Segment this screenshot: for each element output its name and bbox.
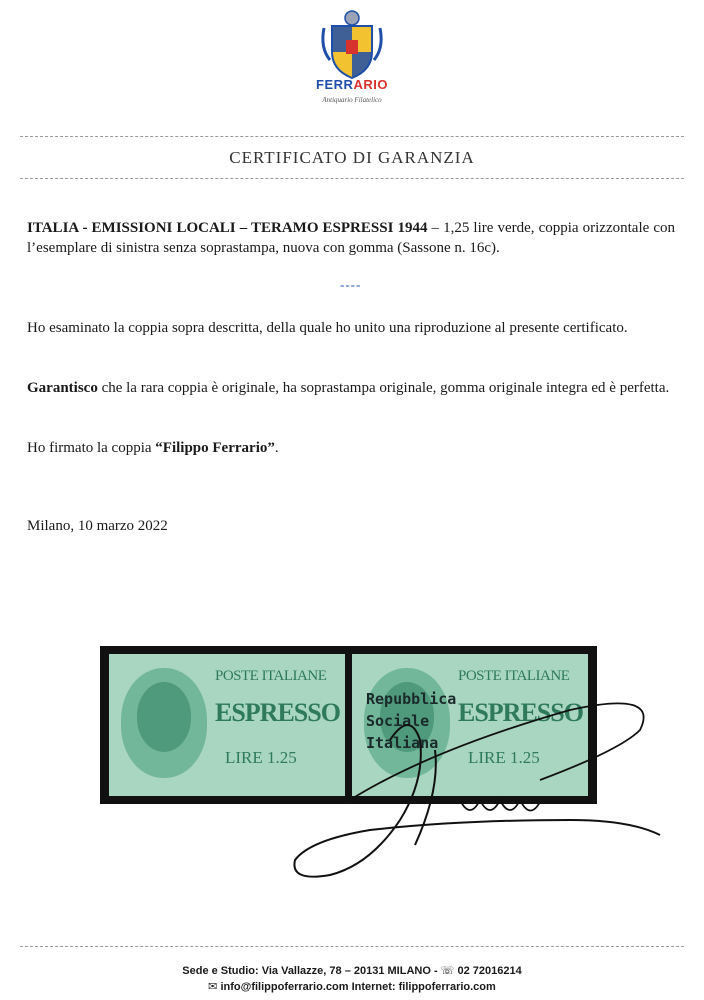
guarantee-lead: Garantisco: [27, 380, 98, 396]
section-separator: ----: [340, 277, 362, 292]
guarantee-text: che la rara coppia è originale, ha soprastampa originale, gomma originale integra ed è perfetta.: [97, 380, 670, 396]
coat-of-arms-logo: [318, 8, 386, 80]
stamp-service: ESPRESSO: [215, 698, 340, 727]
brand-tagline: Antiquario Filatelico: [322, 96, 382, 104]
stamp-description: [27, 218, 675, 258]
examined-statement: Ho esaminato la coppia sopra descritta, della quale ho unito una riproduzione al presente certificato.: [27, 320, 628, 336]
footer-contacts: ✉ info@filippoferrario.com Internet: filippoferrario.com: [208, 981, 496, 993]
stamp-value: LIRE 1.25: [225, 748, 297, 767]
footer-address: Sede e Studio: Via Vallazze, 78 – 20131 MILANO - ☏ 02 72016214: [182, 965, 522, 977]
signed-suffix: .: [274, 440, 279, 456]
brand-name: FERRARIO: [316, 77, 388, 92]
handwritten-signature: [240, 670, 670, 900]
overprint-line: Italiana: [366, 734, 439, 752]
description-text: – 1,25 lire verde, coppia orizzontale con l’esemplare di sinistra senza soprastampa, nuova con gomma (Sassone n. 16c).: [27, 220, 675, 256]
stamp-service: ESPRESSO: [458, 698, 583, 727]
top-rule: [20, 136, 684, 137]
guarantee-statement: [27, 378, 675, 398]
overprint-line: Repubblica: [366, 690, 457, 708]
stamp-country: POSTE ITALIANE: [458, 668, 570, 684]
signed-statement: [27, 438, 675, 458]
certificate-title: CERTIFICATO DI GARANZIA: [229, 148, 475, 167]
title-rule: [20, 178, 684, 179]
stamp-country: POSTE ITALIANE: [215, 668, 327, 684]
footer-rule: [20, 946, 684, 947]
signed-prefix: Ho firmato la coppia: [27, 440, 156, 456]
overprint-line: Sociale: [366, 712, 430, 730]
signed-name: “Filippo Ferrario”: [155, 440, 275, 456]
description-lead: ITALIA - EMISSIONI LOCALI – TERAMO ESPRESSI 1944: [27, 220, 428, 236]
king-portrait: [137, 682, 191, 752]
stamp-value: LIRE 1.25: [468, 748, 540, 767]
place-date: Milano, 10 marzo 2022: [27, 518, 168, 534]
